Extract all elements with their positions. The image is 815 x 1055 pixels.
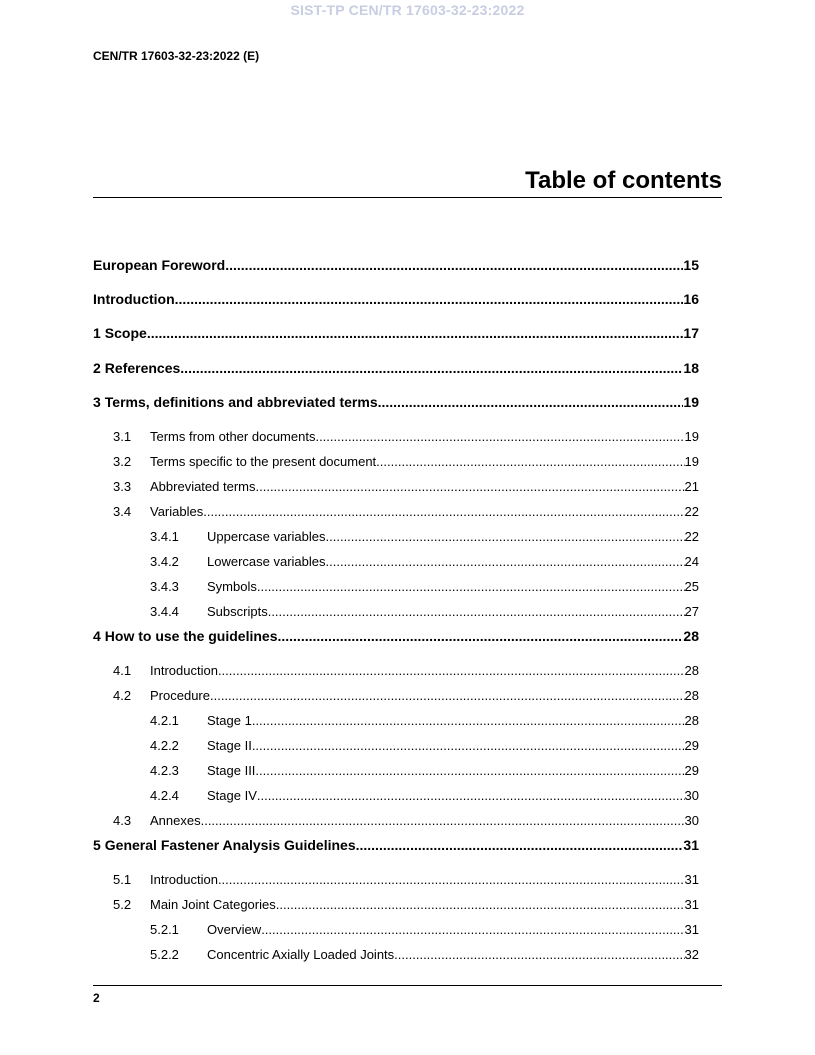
toc-entry-label: Stage III bbox=[207, 763, 256, 779]
toc-entry-label: Introduction bbox=[150, 663, 218, 679]
toc-entry[interactable] bbox=[93, 574, 699, 599]
toc-entry[interactable] bbox=[93, 474, 699, 499]
toc-entry-label: Overview bbox=[207, 922, 262, 938]
document-id-header: CEN/TR 17603-32-23:2022 (E) bbox=[93, 49, 260, 63]
toc-entry-label: Concentric Axially Loaded Joints bbox=[207, 947, 395, 963]
toc-entry[interactable] bbox=[93, 867, 699, 892]
toc-entry-number: 5.2 bbox=[113, 897, 132, 913]
toc-entry[interactable] bbox=[93, 253, 699, 287]
toc-entry[interactable] bbox=[93, 658, 699, 683]
toc-leader-dots bbox=[225, 253, 683, 277]
toc-leader-dots bbox=[218, 658, 685, 683]
toc-entry-label: Symbols bbox=[207, 578, 257, 594]
toc-entry-page: 31 bbox=[684, 922, 699, 938]
toc-entry-page: 32 bbox=[684, 947, 699, 963]
toc-entry-label: Scope bbox=[104, 325, 147, 342]
toc-entry-number: 3.4 bbox=[113, 503, 132, 519]
toc-entry[interactable] bbox=[93, 783, 699, 808]
toc-leader-dots bbox=[210, 683, 685, 708]
toc-entry[interactable] bbox=[93, 549, 699, 574]
toc-entry[interactable] bbox=[93, 390, 699, 424]
toc-entry-label: Annexes bbox=[150, 813, 201, 829]
page-number: 2 bbox=[93, 991, 100, 1005]
toc-entry-label: General Fastener Analysis Guidelines bbox=[104, 837, 356, 854]
toc-leader-dots bbox=[201, 808, 685, 833]
toc-entry-page: 24 bbox=[684, 553, 699, 569]
toc-entry-label: How to use the guidelines bbox=[104, 627, 278, 644]
toc-entry[interactable] bbox=[93, 449, 699, 474]
toc-entry-number: 5.2.1 bbox=[150, 922, 179, 938]
toc-entry-page: 19 bbox=[683, 393, 699, 410]
toc-entry-number: 3.3 bbox=[113, 478, 132, 494]
watermark: SIST-TP CEN/TR 17603-32-23:2022 bbox=[290, 2, 525, 18]
toc-entry-page: 28 bbox=[684, 688, 699, 704]
toc-entry[interactable] bbox=[93, 808, 699, 833]
toc-entry-page: 22 bbox=[684, 528, 699, 544]
toc-entry[interactable] bbox=[93, 833, 699, 867]
toc-entry-number: 4.2 bbox=[113, 688, 132, 704]
toc-entry-label: Introduction bbox=[93, 291, 175, 308]
toc-entry-label: Terms specific to the present document bbox=[150, 453, 377, 469]
toc-entry-number: 3.1 bbox=[113, 428, 132, 444]
toc-entry[interactable] bbox=[93, 599, 699, 624]
toc-entry-label: Stage IV bbox=[207, 788, 257, 804]
toc-entry-number: 3.4.4 bbox=[150, 603, 179, 619]
toc-entry-number: 3.4.2 bbox=[150, 553, 179, 569]
toc-entry-number: 5.2.2 bbox=[150, 947, 179, 963]
toc-entry-number: 5.1 bbox=[113, 872, 132, 888]
toc-entry-number: 4.3 bbox=[113, 813, 132, 829]
toc-entry-page: 29 bbox=[684, 763, 699, 779]
toc-leader-dots bbox=[180, 356, 683, 380]
toc-leader-dots bbox=[268, 599, 685, 624]
toc-entry-page: 28 bbox=[684, 713, 699, 729]
toc-entry-label: References bbox=[104, 359, 181, 376]
toc-entry-number: 3.4.1 bbox=[150, 528, 179, 544]
toc-leader-dots bbox=[277, 624, 683, 648]
toc-entry-label: Main Joint Categories bbox=[150, 897, 276, 913]
toc-entry[interactable] bbox=[93, 287, 699, 321]
toc-entry-page: 18 bbox=[683, 359, 699, 376]
toc-entry-label: Abbreviated terms bbox=[150, 478, 256, 494]
toc-entry[interactable] bbox=[93, 356, 699, 390]
toc-leader-dots bbox=[257, 574, 685, 599]
toc-leader-dots bbox=[218, 867, 685, 892]
toc-leader-dots bbox=[376, 449, 684, 474]
toc-entry-page: 29 bbox=[684, 738, 699, 754]
toc-leader-dots bbox=[255, 758, 684, 783]
toc-entry-number: 4.2.4 bbox=[150, 788, 179, 804]
toc-entry-label: Uppercase variables bbox=[207, 528, 326, 544]
toc-entry-page: 17 bbox=[683, 325, 699, 342]
toc-leader-dots bbox=[175, 287, 684, 311]
toc-leader-dots bbox=[315, 424, 684, 449]
table-of-contents bbox=[93, 253, 699, 967]
toc-entry-page: 28 bbox=[684, 663, 699, 679]
toc-entry-label: Procedure bbox=[150, 688, 210, 704]
toc-entry-label: Subscripts bbox=[207, 603, 268, 619]
toc-entry[interactable] bbox=[93, 892, 699, 917]
toc-entry-page: 15 bbox=[683, 257, 699, 273]
toc-entry[interactable] bbox=[93, 758, 699, 783]
toc-entry-page: 25 bbox=[684, 578, 699, 594]
toc-leader-dots bbox=[276, 892, 685, 917]
toc-entry-label: Stage 1 bbox=[207, 713, 252, 729]
toc-leader-dots bbox=[256, 474, 685, 499]
toc-entry-page: 22 bbox=[684, 503, 699, 519]
toc-entry-label: Stage II bbox=[207, 738, 252, 754]
toc-entry-page: 27 bbox=[684, 603, 699, 619]
toc-entry[interactable] bbox=[93, 942, 699, 967]
toc-entry[interactable] bbox=[93, 321, 699, 355]
toc-entry[interactable] bbox=[93, 499, 699, 524]
toc-entry-number: 4.2.2 bbox=[150, 738, 179, 754]
toc-entry-page: 30 bbox=[684, 813, 699, 829]
toc-leader-dots bbox=[147, 321, 684, 345]
toc-entry-page: 28 bbox=[683, 627, 699, 644]
toc-entry-number: 3.2 bbox=[113, 453, 132, 469]
toc-entry[interactable] bbox=[93, 708, 699, 733]
toc-entry-page: 16 bbox=[683, 291, 699, 308]
toc-leader-dots bbox=[356, 833, 684, 857]
toc-leader-dots bbox=[252, 733, 685, 758]
toc-entry-page: 19 bbox=[684, 453, 699, 469]
toc-entry-label: Terms, definitions and abbreviated terms bbox=[104, 393, 378, 410]
toc-leader-dots bbox=[203, 499, 684, 524]
toc-leader-dots bbox=[326, 549, 685, 574]
toc-entry-label: Terms from other documents bbox=[150, 428, 316, 444]
toc-leader-dots bbox=[326, 524, 685, 549]
toc-entry-number: 3.4.3 bbox=[150, 578, 179, 594]
toc-leader-dots bbox=[378, 390, 684, 414]
toc-entry-label: Introduction bbox=[150, 872, 218, 888]
toc-leader-dots bbox=[252, 708, 685, 733]
toc-leader-dots bbox=[261, 917, 684, 942]
toc-entry[interactable] bbox=[93, 424, 699, 449]
toc-entry-page: 31 bbox=[683, 837, 699, 854]
toc-entry-label: Lowercase variables bbox=[207, 553, 326, 569]
toc-leader-dots bbox=[394, 942, 684, 967]
page-title: Table of contents bbox=[525, 167, 722, 194]
toc-entry[interactable] bbox=[93, 733, 699, 758]
toc-entry-page: 31 bbox=[684, 872, 699, 888]
toc-entry-page: 21 bbox=[684, 478, 699, 494]
toc-entry[interactable] bbox=[93, 683, 699, 708]
toc-entry-number: 1 bbox=[93, 325, 101, 342]
toc-entry-number: 4.2.1 bbox=[150, 713, 179, 729]
toc-entry-number: 3 bbox=[93, 393, 101, 410]
toc-entry-number: 5 bbox=[93, 837, 101, 854]
toc-entry-label: Variables bbox=[150, 503, 204, 519]
toc-entry[interactable] bbox=[93, 624, 699, 658]
footer-divider bbox=[93, 985, 722, 986]
toc-leader-dots bbox=[257, 783, 685, 808]
title-divider bbox=[93, 197, 722, 198]
toc-entry[interactable] bbox=[93, 917, 699, 942]
toc-entry-page: 31 bbox=[684, 897, 699, 913]
toc-entry-label: European Foreword bbox=[93, 257, 226, 273]
toc-entry[interactable] bbox=[93, 524, 699, 549]
toc-entry-page: 30 bbox=[684, 788, 699, 804]
toc-entry-number: 4.2.3 bbox=[150, 763, 179, 779]
toc-entry-page: 19 bbox=[684, 428, 699, 444]
toc-entry-number: 4 bbox=[93, 627, 101, 644]
toc-entry-number: 4.1 bbox=[113, 663, 132, 679]
toc-entry-number: 2 bbox=[93, 359, 101, 376]
